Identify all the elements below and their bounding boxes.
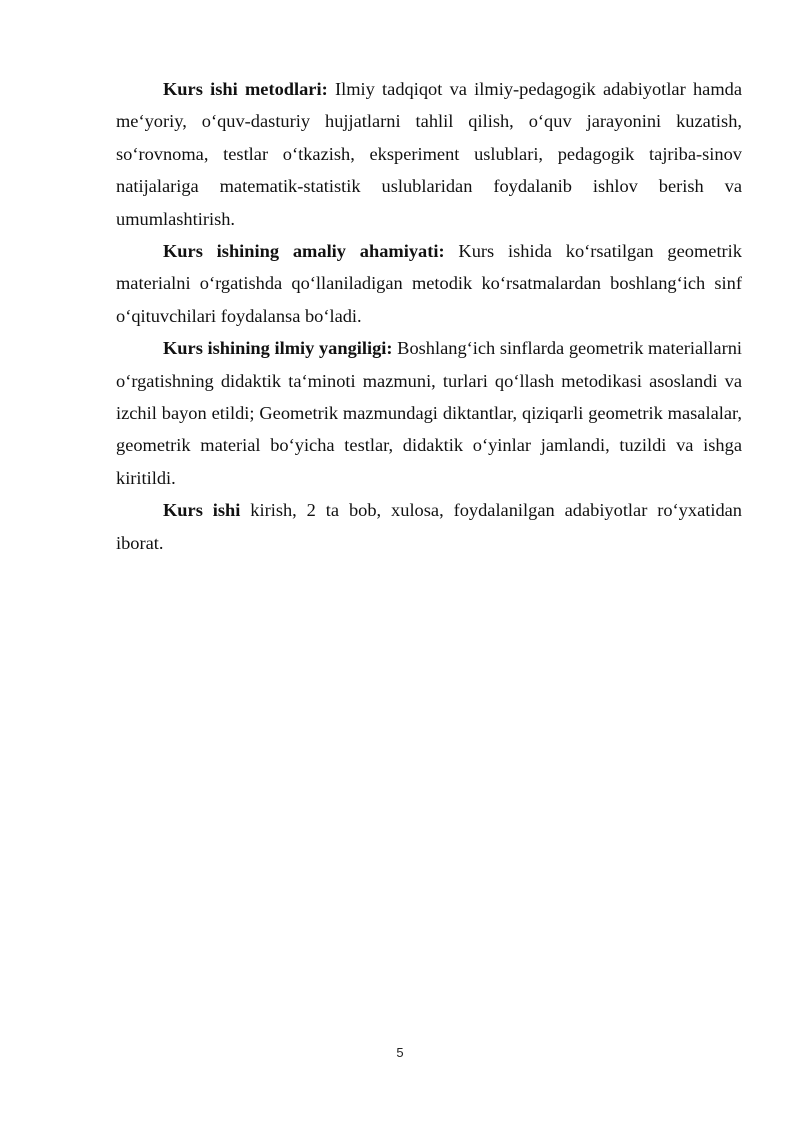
page-number: 5	[396, 1045, 404, 1060]
paragraph-methods	[116, 73, 742, 235]
paragraph-text: kirish, 2 ta bob, xulosa, foydalanilgan adabiyotlar ro‘yxatidan iborat.	[116, 500, 742, 553]
paragraph-text: Ilmiy tadqiqot va ilmiy-pedagogik adabiyotlar hamda me‘yoriy, o‘quv-dasturiy hujjatlarni tahlil qilish, o‘quv jarayonini kuzatish, so‘rovnoma, testlar o‘tkazish, eksperiment uslublari, pedagogik tajriba-sinov natijalariga matematik-statistik uslublaridan foydalanib ishlov berish va umumlashtirish.	[116, 79, 742, 229]
paragraph-heading: Kurs ishining amaliy ahamiyati:	[163, 241, 445, 262]
page-body	[116, 73, 742, 559]
paragraph-scientific-novelty	[116, 332, 742, 494]
paragraph-heading: Kurs ishi	[163, 500, 241, 521]
paragraph-text: Boshlang‘ich sinflarda geometrik materiallarni o‘rgatishning didaktik ta‘minoti mazmuni, turlari qo‘llash metodikasi asoslandi va izchil bayon etildi; Geometrik mazmundagi diktantlar, qiziqarli geometrik masalalar, geometrik material bo‘yicha testlar, didaktik o‘yinlar jamlandi, tuzildi va ishga kiritildi.	[116, 338, 742, 488]
paragraph-practical-significance	[116, 235, 742, 332]
paragraph-heading: Kurs ishining ilmiy yangiligi:	[163, 338, 393, 359]
paragraph-heading: Kurs ishi metodlari:	[163, 79, 328, 99]
paragraph-text: Kurs ishida ko‘rsatilgan geometrik materialni o‘rgatishda qo‘llaniladigan metodik ko‘rsatmalardan boshlang‘ich sinf o‘qituvchilari foydalansa bo‘ladi.	[116, 241, 742, 326]
paragraph-structure	[116, 494, 742, 559]
